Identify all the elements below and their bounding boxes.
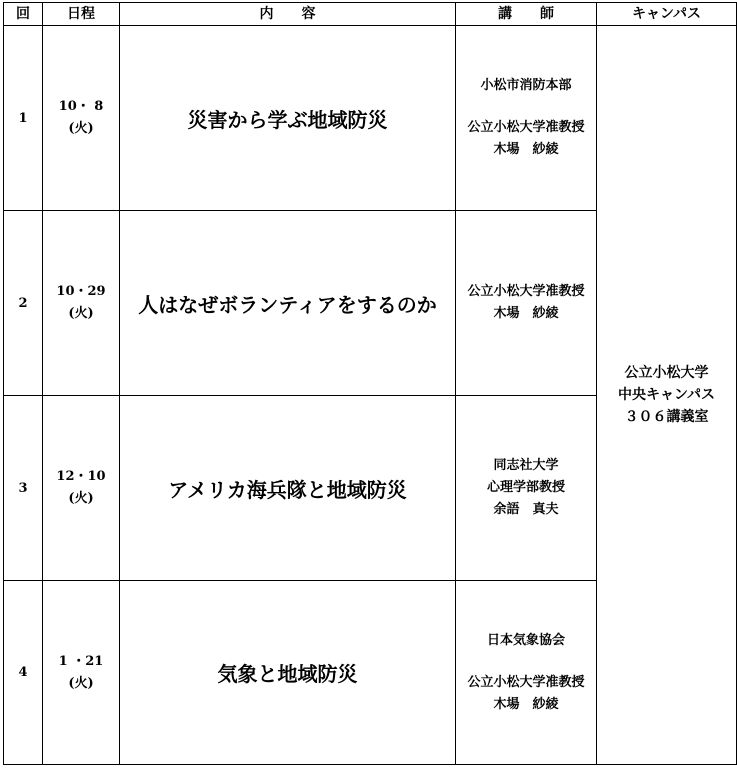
lecturer-group bbox=[456, 630, 596, 652]
lecturer-group bbox=[456, 281, 596, 325]
lecturer-group bbox=[456, 117, 596, 161]
lecturer-title: 公立小松大学准教授 bbox=[467, 284, 585, 299]
session-lecturer-cell bbox=[456, 396, 597, 581]
session-date: 10・ 8 bbox=[58, 99, 104, 114]
session-content: 人はなぜボランティアをするのか bbox=[120, 211, 456, 396]
lecturer-group bbox=[456, 75, 596, 97]
header-date: 日程 bbox=[43, 3, 120, 26]
session-day: (火) bbox=[68, 491, 94, 506]
session-lecturer-cell bbox=[456, 211, 597, 396]
campus-name: 中央キャンパス bbox=[617, 387, 716, 403]
lecturer-title: 公立小松大学准教授 bbox=[467, 674, 585, 690]
lecturer-name: 木場 紗綾 bbox=[493, 142, 559, 157]
session-date: 1 ・21 bbox=[58, 653, 104, 669]
session-date: 10・29 bbox=[56, 284, 106, 299]
lecturer-org: 日本気象協会 bbox=[486, 632, 565, 648]
lecturer-spacer bbox=[456, 97, 596, 117]
session-date: 12・10 bbox=[56, 469, 106, 484]
campus-university: 公立小松大学 bbox=[624, 365, 709, 381]
lecturer-title: 心理学部教授 bbox=[486, 480, 565, 495]
lecturer-spacer bbox=[456, 652, 596, 672]
lecturer-org: 同志社大学 bbox=[493, 458, 559, 473]
session-content: アメリカ海兵隊と地域防災 bbox=[120, 396, 456, 581]
header-campus: キャンパス bbox=[597, 3, 737, 26]
session-number: 3 bbox=[4, 396, 43, 581]
session-day: (火) bbox=[68, 306, 94, 321]
session-date-cell bbox=[43, 211, 120, 396]
session-number: 1 bbox=[4, 26, 43, 211]
lecturer-org: 小松市消防本部 bbox=[480, 78, 572, 93]
campus-room: ３０６講義室 bbox=[624, 409, 709, 425]
session-lecturer-cell bbox=[456, 26, 597, 211]
header-lecturer: 講 師 bbox=[456, 3, 597, 26]
header-no: 回 bbox=[4, 3, 43, 26]
campus-cell bbox=[597, 26, 737, 765]
lecturer-name: 余語 真夫 bbox=[493, 502, 559, 517]
lecturer-title: 公立小松大学准教授 bbox=[467, 120, 585, 135]
session-date-cell bbox=[43, 26, 120, 211]
lecture-schedule-table bbox=[3, 2, 737, 765]
session-number: 4 bbox=[4, 581, 43, 765]
session-content: 災害から学ぶ地域防災 bbox=[120, 26, 456, 211]
session-date-cell bbox=[43, 396, 120, 581]
session-lecturer-cell bbox=[456, 581, 597, 765]
lecturer-name: 木場 紗綾 bbox=[493, 696, 559, 712]
lecturer-group bbox=[456, 455, 596, 521]
session-day: (火) bbox=[68, 675, 94, 691]
session-number: 2 bbox=[4, 211, 43, 396]
session-row bbox=[4, 26, 737, 211]
session-day: (火) bbox=[68, 121, 94, 136]
lecturer-name: 木場 紗綾 bbox=[493, 306, 559, 321]
session-date-cell bbox=[43, 581, 120, 765]
header-row bbox=[4, 3, 737, 26]
session-content: 気象と地域防災 bbox=[120, 581, 456, 765]
lecturer-group bbox=[456, 672, 596, 716]
header-content: 内 容 bbox=[120, 3, 456, 26]
